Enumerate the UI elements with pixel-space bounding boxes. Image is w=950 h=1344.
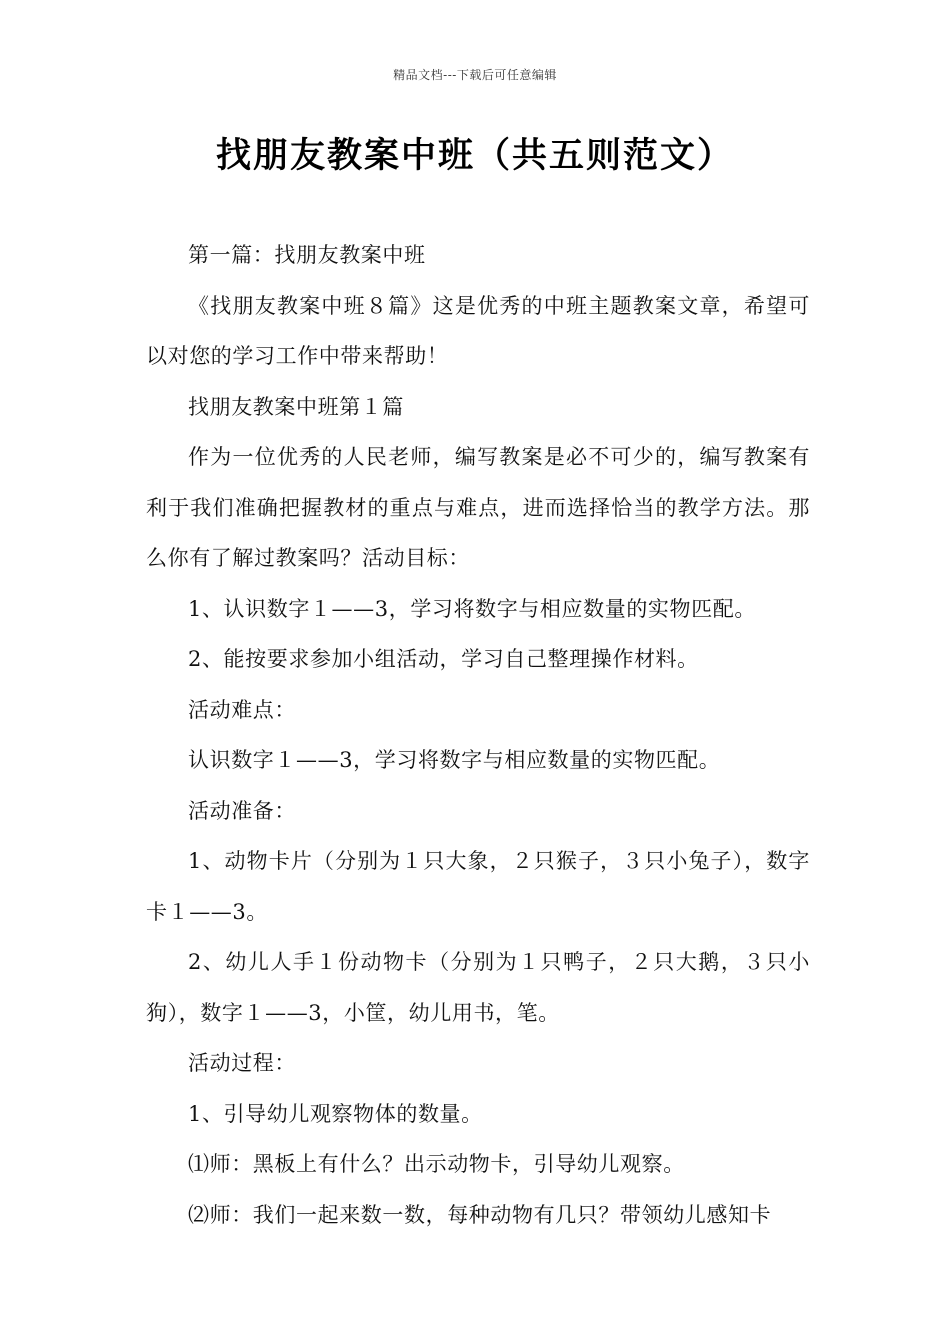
header-note: 精品文档---下载后可任意编辑 (393, 68, 557, 82)
process-step: 1、引导幼儿观察物体的数量。 (188, 1101, 483, 1126)
body-paragraph: 认识数字１——3，学习将数字与相应数量的实物匹配。 (188, 748, 721, 772)
section-label: 活动准备： (188, 798, 296, 823)
process-substep: ⑵师：我们一起来数一数，每种动物有几只？带领幼儿感知卡 (188, 1202, 772, 1227)
section-heading: 第一篇：找朋友教案中班 (188, 243, 426, 267)
body-paragraph: 作为一位优秀的人民老师，编写教案是必不可少的，编写教案有利于我们准确把握教材的重点与难点，进而选择恰当的教学方法。那么你有了解过教案吗？活动目标： (146, 445, 810, 570)
intro-paragraph: 《找朋友教案中班８篇》这是优秀的中班主题教案文章，希望可以对您的学习工作中带来帮助！ (146, 293, 810, 368)
section-label: 活动难点： (188, 697, 296, 722)
prep-item: 2、幼儿人手１份动物卡（分别为１只鸭子，２只大鹅，３只小狗），数字１——3，小筐，幼儿用书，笔。 (146, 950, 810, 1025)
section-label: 活动过程： (188, 1051, 296, 1075)
sub-heading: 找朋友教案中班第１篇 (188, 394, 404, 419)
goal-item: 1、认识数字１——3，学习将数字与相应数量的实物匹配。 (188, 596, 756, 621)
prep-item: 1、动物卡片（分别为１只大象，２只猴子，３只小兔子），数字卡１——3。 (146, 849, 810, 924)
process-substep: ⑴师：黑板上有什么？出示动物卡，引导幼儿观察。 (188, 1152, 685, 1176)
document-title: 找朋友教案中班（共五则范文） (215, 136, 734, 176)
document-body (146, 230, 810, 1240)
goal-item: 2、能按要求参加小组活动，学习自己整理操作材料。 (188, 647, 699, 671)
